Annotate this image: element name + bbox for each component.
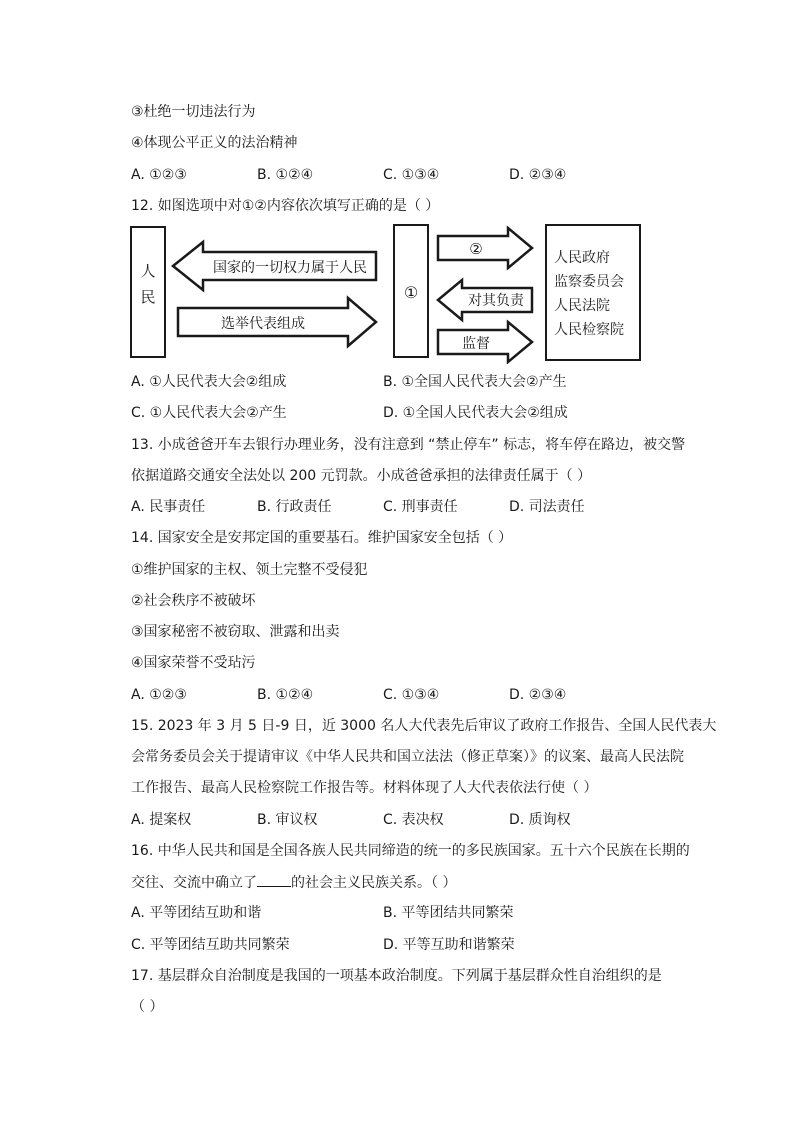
- q11-option-a: A. ①②③: [131, 167, 187, 183]
- q16-option-c: C. 平等团结互助共同繁荣: [131, 937, 290, 953]
- q11-item-4: ④体现公平正义的法治精神: [131, 135, 298, 151]
- q15-stem-line-3: 工作报告、最高人民检察院工作报告等。材料体现了人大代表依法行使（ ）: [131, 780, 598, 796]
- q13-option-b: B. 行政责任: [257, 499, 332, 515]
- q12-option-d: D. ①全国人民代表大会②组成: [383, 405, 568, 421]
- q14-item-4: ④国家荣誉不受玷污: [131, 655, 256, 671]
- q13-option-c: C. 刑事责任: [383, 499, 458, 515]
- q15-option-b: B. 审议权: [257, 812, 318, 828]
- q16-stem-line-1: 16. 中华人民共和国是全国各族人民共同缔造的统一的多民族国家。五十六个民族在长期的: [131, 843, 690, 859]
- center-box-label: ①: [403, 283, 419, 302]
- q16-stem-line-2: [131, 873, 456, 892]
- q11-option-d: D. ②③④: [509, 167, 567, 183]
- q13-stem-line-2: 依据道路交通安全法处以 200 元罚款。小成爸爸承担的法律责任属于（ ）: [131, 468, 592, 484]
- q11-item-3: ③杜绝一切违法行为: [131, 104, 256, 120]
- q12-option-a: A. ①人民代表大会②组成: [131, 374, 287, 390]
- q12-option-b: B. ①全国人民代表大会②产生: [383, 374, 567, 390]
- q16-option-a: A. 平等团结互助和谐: [131, 905, 262, 921]
- people-box-char-2: 民: [140, 288, 156, 306]
- q17-stem-line-1: 17. 基层群众自治制度是我国的一项基本政治制度。下列属于基层群众性自治组织的是: [131, 968, 662, 984]
- arrow-produce: [438, 228, 532, 268]
- q17-stem-line-2: （ ）: [131, 999, 164, 1015]
- q14-option-b: B. ①②④: [257, 687, 314, 703]
- q16-line-2-before-blank: 交往、交流中确立了: [131, 875, 257, 891]
- q15-option-d: D. 质询权: [509, 812, 571, 828]
- q15-option-c: C. 表决权: [383, 812, 444, 828]
- arrow-top-label: 国家的一切权力属于人民: [213, 260, 367, 276]
- q11-option-c: C. ①③④: [383, 167, 440, 183]
- q14-item-2: ②社会秩序不被破坏: [131, 593, 256, 609]
- q13-stem-line-1: 13. 小成爸爸开车去银行办理业务，没有注意到 “禁止停车” 标志，将车停在路边，被交警: [131, 437, 686, 453]
- q14-option-a: A. ①②③: [131, 687, 187, 703]
- q14-option-c: C. ①③④: [383, 687, 440, 703]
- state-organs-diagram: [128, 222, 644, 364]
- state-organs-box: [546, 225, 640, 360]
- q13-option-a: A. 民事责任: [131, 499, 206, 515]
- organ-court: 人民法院: [554, 298, 610, 314]
- arrow-bottom-label: 选举代表组成: [221, 316, 305, 332]
- people-box-char-1: 人: [140, 262, 156, 280]
- q14-stem: 14. 国家安全是安邦定国的重要基石。维护国家安全包括（ ）: [131, 530, 513, 546]
- q12-option-c: C. ①人民代表大会②产生: [131, 405, 287, 421]
- q16-line-2-after-blank: 的社会主义民族关系。（ ）: [291, 875, 457, 891]
- q13-option-d: D. 司法责任: [509, 499, 585, 515]
- organ-supervisory-commission: 监察委员会: [554, 274, 624, 290]
- arrow-right-1-label: ②: [469, 240, 483, 258]
- q12-stem: 12. 如图选项中对①②内容依次填写正确的是（ ）: [131, 198, 440, 214]
- q16-option-d: D. 平等互助和谐繁荣: [383, 937, 515, 953]
- arrow-left-label: 对其负责: [468, 293, 524, 309]
- q14-option-d: D. ②③④: [509, 687, 567, 703]
- q15-stem-line-2: 会常务委员会关于提请审议《中华人民共和国立法法（修正草案）》的议案、最高人民法院: [131, 749, 684, 765]
- q11-option-b: B. ①②④: [257, 167, 314, 183]
- q14-item-1: ①维护国家的主权、领土完整不受侵犯: [131, 562, 368, 578]
- organ-procuratorate: 人民检察院: [554, 322, 624, 338]
- q15-stem-line-1: 15. 2023 年 3 月 5 日-9 日，近 3000 名人大代表先后审议了政府工作报告、全国人民代表大: [131, 718, 717, 734]
- answer-blank: [257, 873, 291, 887]
- q16-option-b: B. 平等团结共同繁荣: [383, 905, 514, 921]
- organ-government: 人民政府: [554, 250, 610, 266]
- q14-item-3: ③国家秘密不被窃取、泄露和出卖: [131, 624, 340, 640]
- arrow-right-2-label: 监督: [462, 336, 490, 352]
- q15-option-a: A. 提案权: [131, 812, 192, 828]
